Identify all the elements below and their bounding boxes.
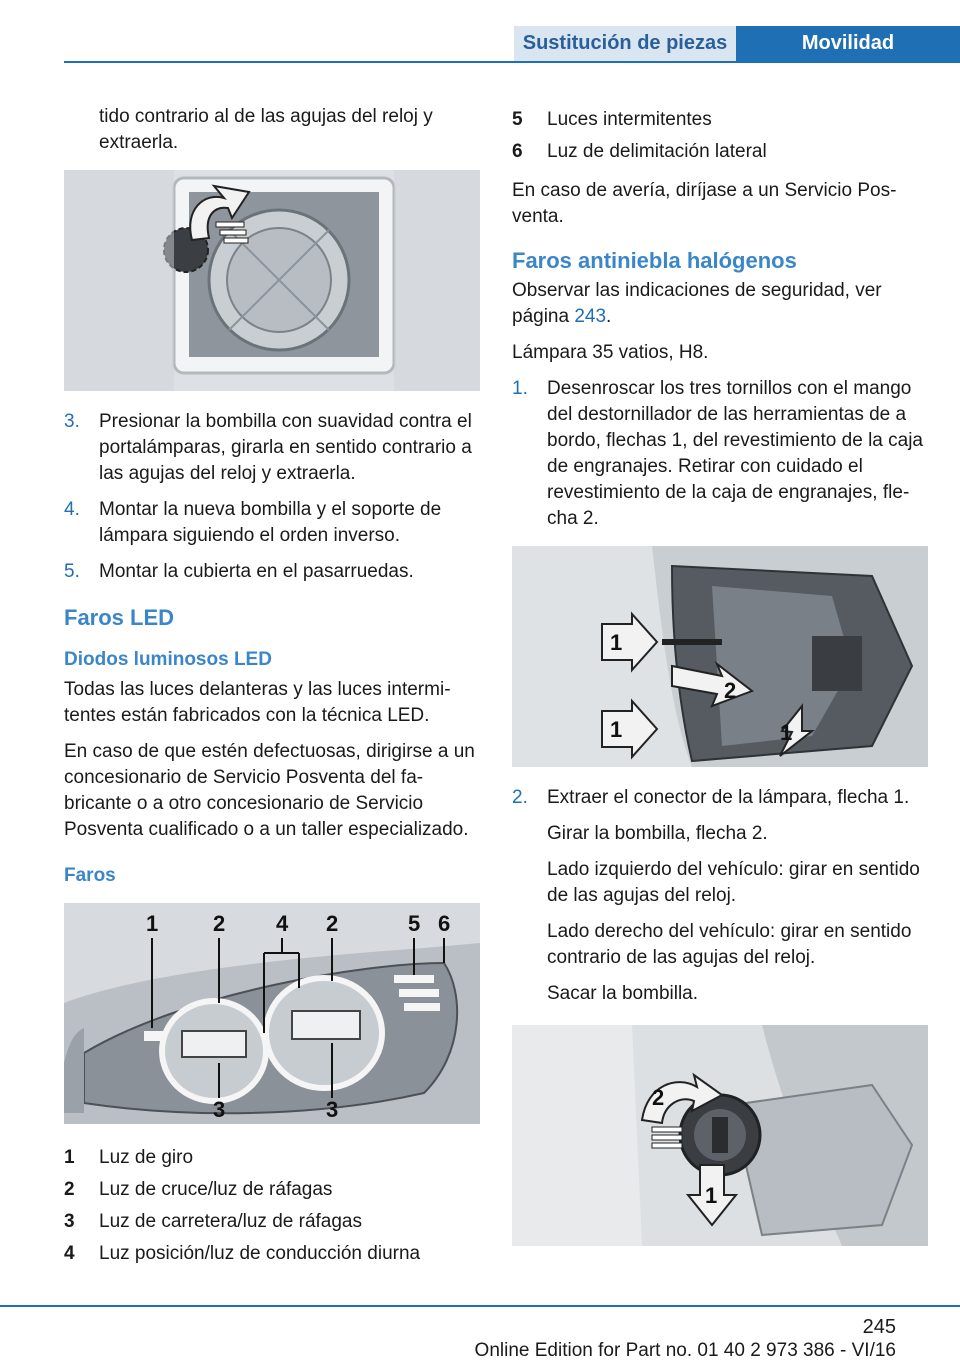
gear-label-a: 1 — [610, 630, 623, 655]
step-text: Montar la nueva bombilla y el soporte de lámpara siguiendo el orden inverso. — [99, 499, 442, 546]
step-line: Girar la bombilla, flecha 2. — [547, 823, 768, 844]
gear-label-b: 2 — [724, 678, 737, 703]
page-number: 245 — [862, 1316, 896, 1338]
step-2 — [512, 785, 928, 1007]
service-paragraph: En caso de avería, diríjase a un Servicio Posventa. — [512, 180, 897, 227]
step-text: Presionar la bombilla con suavidad contra el portalámparas, girarla en sentido contrario a las agujas del reloj y extraerla. — [99, 411, 472, 484]
gear-cover-figure — [512, 546, 928, 767]
headlight-label-4: 4 — [276, 911, 289, 936]
step-line: Extraer el conector de la lámpara, flecha 1. — [547, 787, 910, 808]
gear-label-c: 1 — [610, 717, 623, 742]
header-rule — [64, 61, 960, 63]
step-line: Lado derecho del vehículo: girar en sentido contrario de las agujas del reloj. — [547, 921, 912, 968]
headlight-label-1: 1 — [146, 911, 159, 936]
legend-number: 2 — [64, 1179, 75, 1200]
edition-line: Online Edition for Part no. 01 40 2 973 386 - VI/16 — [474, 1340, 896, 1361]
heading-fog-lamps: Faros antiniebla halógenos — [512, 248, 797, 273]
headlight-label-2a: 2 — [213, 911, 226, 936]
legend-item — [64, 1238, 480, 1270]
step-5 — [64, 559, 480, 585]
legend-number: 4 — [64, 1243, 75, 1264]
heading-faros: Faros — [64, 865, 116, 886]
step-line: Lado izquierdo del vehículo: girar en sentido de las agujas del reloj. — [547, 859, 920, 906]
legend-text: Luces intermitentes — [547, 109, 712, 130]
gear-cover-illustration — [512, 546, 928, 767]
legend-item — [512, 136, 928, 168]
legend-text: Luz de giro — [99, 1147, 194, 1168]
right-column — [512, 104, 928, 1264]
bulb-socket-illustration — [512, 1025, 928, 1246]
step-text: Montar la cubierta en el pasarruedas. — [99, 561, 414, 582]
bulb-socket-figure — [512, 1025, 928, 1246]
wheel-arch-figure — [64, 170, 480, 391]
heading-faros-led: Faros LED — [64, 605, 175, 630]
gear-label-d: 1 — [780, 720, 793, 745]
step-4 — [64, 497, 480, 549]
step-text: Desenroscar los tres tornillos con el mango del destornillador de las herramientas de a bordo, flechas 1, del revestimiento de la caja de engranajes. Retirar con cuidado el revestimiento de la caja de engranajes, flecha 2. — [547, 378, 923, 529]
led-paragraph: Todas las luces delanteras y las luces intermitentes están fabricados con la técnica LED. — [64, 679, 451, 726]
legend-item — [64, 1206, 480, 1238]
safety-period: . — [606, 306, 612, 327]
header-chapter-tab: Movilidad — [736, 26, 960, 61]
legend-item — [64, 1174, 480, 1206]
intro-text: tido contrario al de las agujas del reloj y extraerla. — [99, 106, 433, 153]
headlight-figure — [64, 903, 480, 1124]
safety-paragraph — [512, 278, 928, 330]
headlight-label-2b: 2 — [326, 911, 339, 936]
footer-rule — [0, 1305, 960, 1307]
step-line: Sacar la bombilla. — [547, 983, 699, 1004]
defect-paragraph: En caso de que estén defectuosas, dirigirse a un concesionario de Servicio Posventa del fabricante o a otro concesionario de Servicio Posventa cualificado o a un taller especializado. — [64, 741, 475, 840]
step-1 — [512, 376, 928, 532]
legend-text: Luz posición/luz de conducción diurna — [99, 1243, 421, 1264]
step-number: 2. — [512, 787, 528, 808]
legend-number: 3 — [64, 1211, 75, 1232]
page-link[interactable]: 243 — [574, 306, 607, 327]
headlight-label-5: 5 — [408, 911, 421, 936]
header-section-tab: Sustitución de piezas — [514, 26, 736, 61]
legend-text: Luz de delimitación lateral — [547, 141, 767, 162]
headlight-illustration — [64, 903, 480, 1124]
wheel-arch-illustration — [64, 170, 480, 391]
legend-number: 5 — [512, 109, 523, 130]
socket-label-1: 1 — [705, 1183, 718, 1208]
legend-item — [64, 1142, 480, 1174]
left-column — [64, 104, 480, 1270]
step-3 — [64, 409, 480, 487]
heading-diodos-led: Diodos luminosos LED — [64, 649, 272, 670]
step-number: 3. — [64, 411, 80, 432]
step-body — [547, 785, 928, 1007]
step-number: 4. — [64, 499, 80, 520]
step-number: 1. — [512, 378, 528, 399]
step-number: 5. — [64, 561, 80, 582]
legend-item — [512, 104, 928, 136]
headlight-label-3b: 3 — [326, 1097, 339, 1122]
socket-label-2: 2 — [652, 1085, 665, 1110]
safety-text: Observar las indicaciones de seguridad, ver página — [512, 280, 882, 327]
legend-number: 6 — [512, 141, 523, 162]
legend-number: 1 — [64, 1147, 75, 1168]
headlight-label-3a: 3 — [213, 1097, 226, 1122]
legend-text: Luz de carretera/luz de ráfagas — [99, 1211, 362, 1232]
headlight-label-6: 6 — [438, 911, 451, 936]
lamp-paragraph: Lámpara 35 vatios, H8. — [512, 342, 709, 363]
legend-text: Luz de cruce/luz de ráfagas — [99, 1179, 333, 1200]
